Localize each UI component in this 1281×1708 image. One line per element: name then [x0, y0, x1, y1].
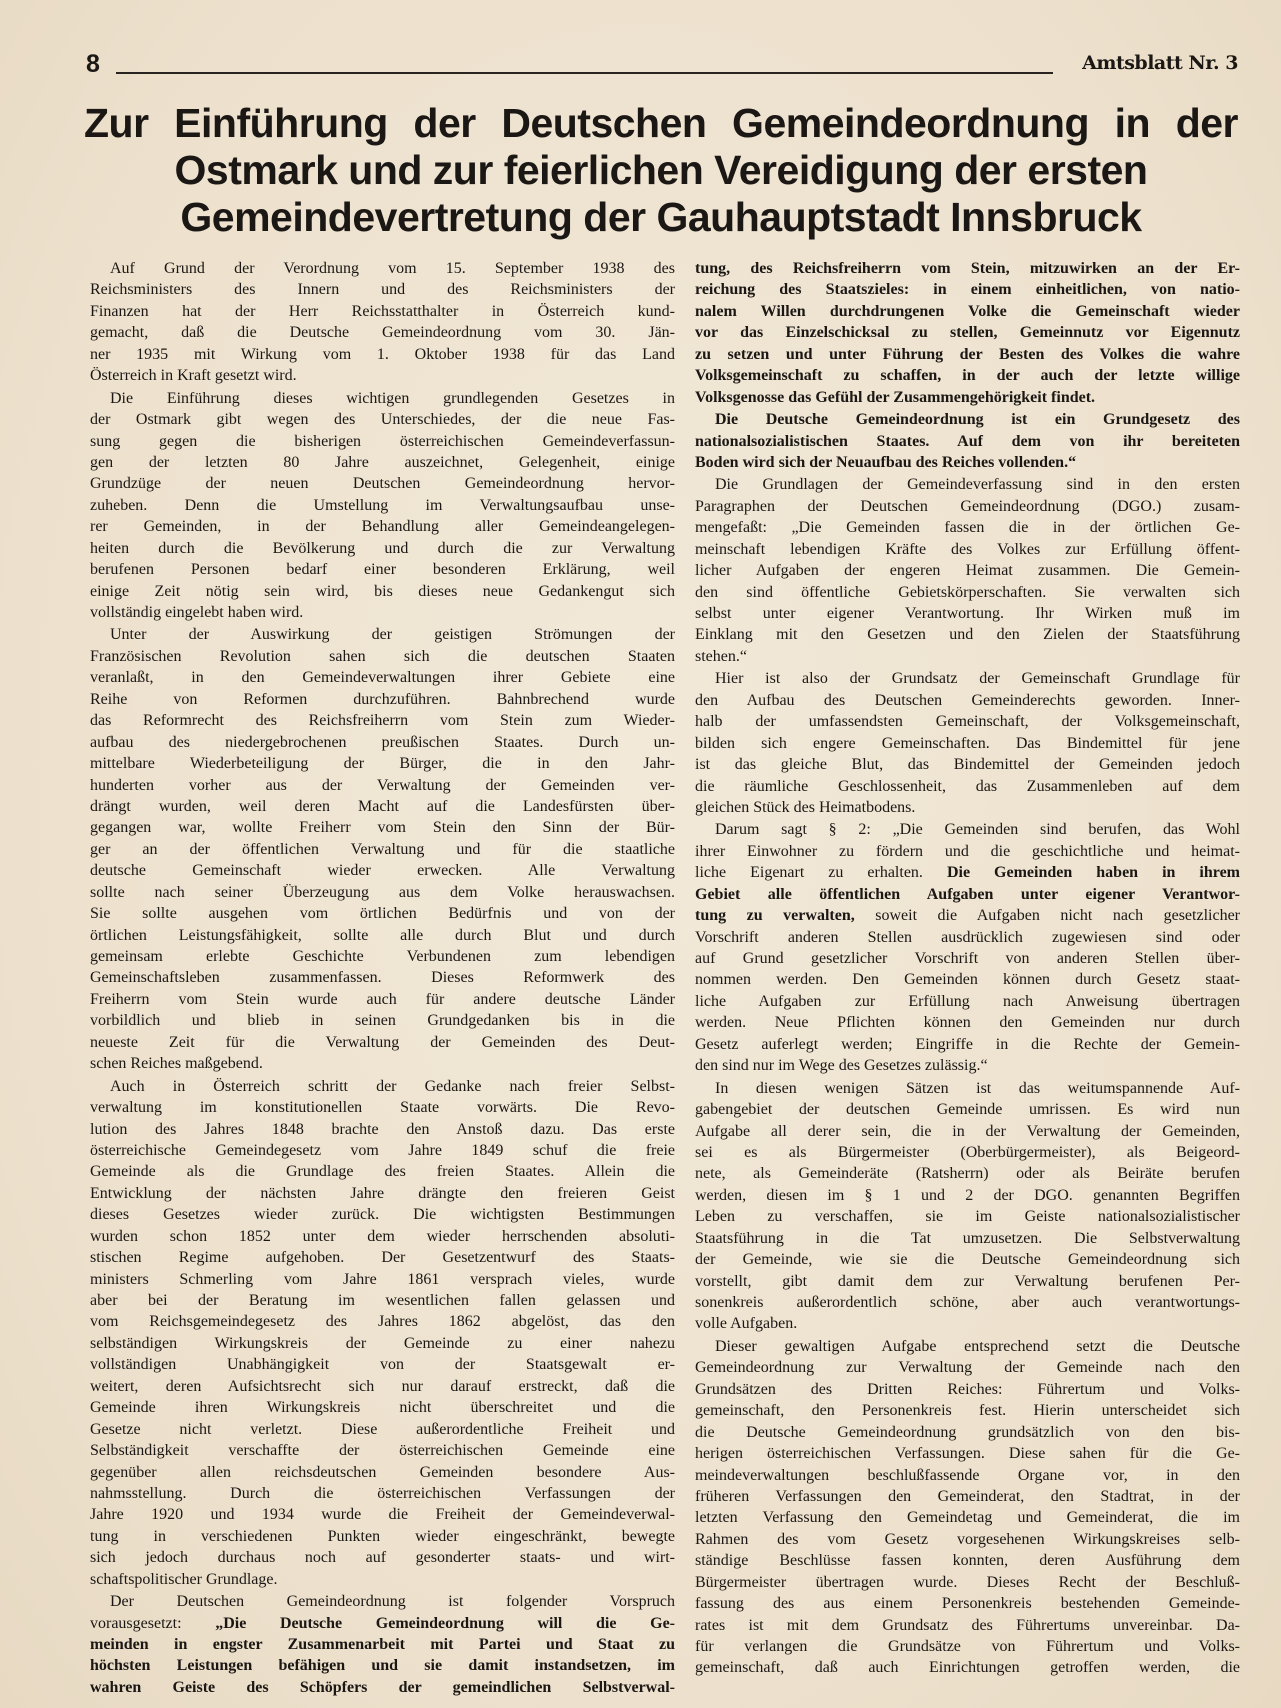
text-line: Selbständigkeit verschaffte der österreichischen Gemeinde eine — [90, 1442, 675, 1460]
text-line: volle Aufgaben. — [695, 1315, 798, 1333]
text-line: Der Deutschen Gemeindeordnung ist folgender Vorspruch — [110, 1593, 675, 1611]
text-line — [695, 322, 1240, 343]
bold-text: tung zu verwalten, — [695, 907, 855, 925]
text-line — [90, 1655, 675, 1676]
text-line: halb der umfassendsten Gemeinschaft, der Volksgemeinschaft, — [695, 713, 1240, 731]
text-line: sich jedoch durchaus noch auf gesonderter staats- und wirt- — [90, 1549, 675, 1567]
text-line: Darum sagt § 2: „Die Gemeinden sind berufen, das Wohl — [715, 821, 1240, 839]
bold-text: Die Deutsche Gemeindeordnung ist ein Grundgesetz des — [715, 411, 1240, 429]
text-line: Aufgabe all derer sein, die in der Verwaltung der Gemeinden, — [695, 1122, 1240, 1140]
text-line: Vorschrift anderen Stellen ausdrücklich zugewiesen sind oder — [695, 928, 1240, 946]
text-line — [90, 1677, 675, 1698]
text-line: meindeverwaltungen beschlußfassende Organe vor, in den — [695, 1466, 1240, 1484]
text-line: wurden schon 1852 unter dem wieder herrschenden absoluti- — [90, 1227, 675, 1245]
text-line: zuheben. Denn die Umstellung im Verwaltungsaufbau unse- — [90, 496, 675, 514]
text-line: Sie sollte ausgehen vom örtlichen Bedürfnis und von der — [90, 905, 675, 923]
text-line: gegangen war, wollte Freiherr vom Stein den Sinn der Bür- — [90, 819, 675, 837]
text-line: werden. Neue Pflichten können den Gemeinden nur durch — [695, 1014, 1240, 1032]
bold-text: meinden in engster Zusammenarbeit mit Partei und Staat zu — [90, 1636, 675, 1653]
text-line: verwaltung im konstitutionellen Staate vorwärts. Die Revo- — [90, 1099, 675, 1117]
text-line: der Gemeinde, wie sie die Deutsche Gemeindeordnung sich — [695, 1251, 1240, 1269]
text-line: gleichen Stück des Heimatbodens. — [695, 798, 916, 816]
text-line: stischen Regime aufgehoben. Der Gesetzentwurf des Staats- — [90, 1249, 675, 1267]
page-number: 8 — [86, 50, 100, 78]
text-line: aufbau des niedergebrochenen preußischen Staates. Durch un- — [90, 733, 675, 751]
bold-text: nalem Willen durchdrungenen Volke die Gemeinschaft wieder — [695, 302, 1240, 320]
text-line: fassung des aus einem Personenkreis bestehenden Gemeinde- — [695, 1595, 1240, 1613]
text-line: Hier ist also der Grundsatz der Gemeinschaft Grundlage für — [715, 670, 1240, 688]
text-line: Dieser gewaltigen Aufgabe entsprechend setzt die Deutsche — [715, 1337, 1240, 1355]
text-line: ner 1935 mit Wirkung vom 1. Oktober 1938 für das Land — [90, 345, 675, 363]
paragraph — [695, 668, 1240, 818]
text-line: Leben zu verschaffen, sie im Geiste nationalsozialistischer — [695, 1208, 1240, 1226]
text-line: österreichische Gemeindegesetz vom Jahre 1849 schuf die freie — [90, 1141, 675, 1159]
text-line — [695, 387, 1240, 408]
text-line: vorstellt, gibt damit dem zur Verwaltung berufenen Per- — [695, 1272, 1240, 1290]
text-line: ministers Schmerling vom Jahre 1861 versprach vieles, wurde — [90, 1270, 675, 1288]
text-line: örtlichen Leistungsfähigkeit, sollte alle durch Blut und durch — [90, 926, 675, 944]
text-segment: liche Eigenart zu erhalten. — [695, 864, 947, 882]
text-line: Österreich in Kraft gesetzt wird. — [90, 367, 297, 385]
text-line: stehen.“ — [695, 647, 747, 665]
text-line: vom Reichsgemeindegesetz des Jahres 1862 abgelöst, das den — [90, 1313, 675, 1331]
text-line: gemeinsam erlebte Geschichte Verbundenen zum lebendigen — [90, 948, 675, 965]
text-line: sei es als Bürgermeister (Oberbürgermeister), als Beigeord- — [695, 1143, 1240, 1161]
text-line: deutsche Gemeinschaft wieder erwecken. Alle Verwaltung — [90, 862, 675, 880]
text-line: Entwicklung der nächsten Jahre drängte den freieren Geist — [90, 1184, 675, 1202]
text-line: Einklang mit den Gesetzen und den Zielen der Staatsführung — [695, 626, 1240, 644]
text-line: Freiherrn vom Stein wurde auch für andere deutsche Länder — [90, 990, 675, 1008]
text-line: licher Aufgaben der engeren Heimat zusammen. Die Gemein- — [695, 562, 1240, 580]
bold-text: höchsten Leistungen befähigen und sie damit instandsetzen, im — [90, 1657, 675, 1675]
left-column — [90, 258, 675, 1699]
text-line: Grundzüge der neuen Deutschen Gemeindeordnung hervor- — [90, 475, 675, 493]
text-line: sollte nach seiner Überzeugung aus dem Volke herauswachsen. — [90, 883, 675, 901]
text-line: In diesen wenigen Sätzen ist das weitumspannende Auf- — [715, 1079, 1240, 1097]
bold-text: Volksgemeinschaft zu schaffen, in der auch der letzte willige — [695, 367, 1240, 385]
text-line: die Deutsche Gemeindeordnung grundsätzlich von den bis- — [695, 1423, 1240, 1441]
text-line: mittelbare Wiederbeteiligung der Bürger, die in den Jahr- — [90, 755, 675, 773]
text-line: gabengebiet der deutschen Gemeinde umrissen. Es wird nun — [695, 1101, 1240, 1119]
text-line — [695, 279, 1240, 300]
text-line — [695, 365, 1240, 386]
text-line: neueste Zeit für die Verwaltung der Gemeinden des Deut- — [90, 1033, 675, 1051]
text-line — [90, 1613, 675, 1634]
text-line: Paragraphen der Deutschen Gemeindeordnung (DGO.) zusam- — [695, 497, 1240, 515]
text-segment: soweit die Aufgaben nicht nach gesetzlicher — [854, 907, 1240, 925]
text-line: Gesetz auferlegt werden; Eingriffe in die Rechte der Gemein- — [695, 1035, 1240, 1053]
bold-text: wahren Geiste des Schöpfers der gemeindlichen Selbstverwal- — [90, 1678, 675, 1696]
paragraph — [90, 258, 675, 387]
title-line: Zur Einführung der Deutschen Gemeindeordnung in der — [84, 100, 1238, 146]
bold-text: zu setzen und unter Führung der Besten des Volkes die wahre — [695, 345, 1240, 363]
paragraph — [90, 1076, 675, 1591]
paragraph — [695, 819, 1240, 1076]
text-line: gen der letzten 80 Jahre auszeichnet, Gelegenheit, einige — [90, 453, 675, 471]
paragraph — [90, 1591, 675, 1698]
right-column — [695, 258, 1240, 1680]
text-line: letzten Verfassung den Gemeindetag und Gemeinderat, die im — [695, 1509, 1240, 1527]
text-line: berufenen Personen bedarf einer besonderen Erklärung, weil — [90, 561, 675, 579]
text-line: rer Gemeinden, in der Behandlung aller Gemeindeangelegen- — [90, 518, 675, 536]
title-line: Ostmark und zur feierlichen Vereidigung der ersten — [174, 147, 1148, 193]
text-line: vollständig eingelebt haben wird. — [90, 604, 304, 621]
bold-text: vor das Einzelschicksal zu stellen, Gemeinnutz vor Eigennutz — [695, 324, 1240, 342]
text-line: gemeinschaft, daß auch Einrichtungen getroffen werden, die — [695, 1659, 1240, 1677]
bold-text: Boden wird sich der Neuaufbau des Reiches vollenden.“ — [695, 453, 1077, 471]
text-line: auf Grund gesetzlicher Vorschrift von anderen Stellen über- — [695, 950, 1240, 967]
text-line: Finanzen hat der Herr Reichsstatthalter in Österreich kund- — [90, 302, 675, 320]
text-line: bilden sich engere Gemeinschaften. Das Bindemittel für jene — [695, 734, 1240, 752]
text-line: gegenüber allen reichsdeutschen Gemeinden besondere Aus- — [90, 1463, 675, 1481]
paragraph — [695, 258, 1240, 408]
text-line: werden, diesen im § 1 und 2 der DGO. genannten Begriffen — [695, 1186, 1240, 1204]
text-line: Reichsministers des Innern und des Reichsministers der — [90, 281, 675, 299]
text-line — [695, 344, 1240, 365]
bold-text: Volksgenosse das Gefühl der Zusammengehörigkeit findet. — [695, 388, 1096, 406]
text-line: Gemeinde ihren Wirkungskreis nicht überschreitet und die — [90, 1399, 675, 1417]
bold-text: Gebiet alle öffentlichen Aufgaben unter eigener Verantwor- — [695, 885, 1240, 903]
text-segment: vorausgesetzt: — [90, 1614, 216, 1632]
text-line — [695, 301, 1240, 322]
paragraph — [90, 624, 675, 1074]
paragraph — [695, 1336, 1240, 1679]
bold-text: tung, des Reichsfreiherrn vom Stein, mitzuwirken an der Er- — [695, 260, 1240, 277]
text-line: Gemeinschaftsleben zusammenfassen. Dieses Reformwerk des — [90, 969, 675, 987]
text-line: nete, als Gemeinderäte (Ratsherrn) oder als Beiräte berufen — [695, 1165, 1240, 1183]
article-title — [84, 100, 1238, 241]
text-line: Rahmen des vom Gesetz vorgesehenen Wirkungskreises selb- — [695, 1530, 1240, 1548]
text-line: gemeinschaft, den Personenkreis fest. Hierin unterscheidet sich — [695, 1402, 1240, 1420]
masthead: Amtsblatt Nr. 3 — [1082, 52, 1238, 74]
text-line: ger an der öffentlichen Verwaltung und für die staatliche — [90, 840, 675, 858]
text-line: schen Reiches maßgebend. — [90, 1055, 263, 1073]
text-line: Auf Grund der Verordnung vom 15. September 1938 des — [110, 260, 675, 277]
text-line: heiten durch die Bevölkerung und durch die zur Verwaltung — [90, 539, 675, 557]
text-line: Gemeinde als die Grundlage des freien Staates. Allein die — [90, 1163, 675, 1181]
text-line: weitert, deren Aufsichtsrecht sich nur darauf erstreckt, daß die — [90, 1377, 675, 1395]
text-line: lution des Jahres 1848 brachte den Anstoß dazu. Das erste — [90, 1120, 675, 1138]
text-line: dieses Gesetzes wieder zurück. Die wichtigsten Bestimmungen — [90, 1206, 675, 1224]
text-line — [695, 884, 1240, 905]
text-line: meinschaft lebendigen Kräfte des Volkes zur Erfüllung öffent- — [695, 540, 1240, 558]
text-line: sung gegen die bisherigen österreichischen Gemeindeverfassun- — [90, 432, 675, 450]
text-line: den sind öffentliche Gebietskörperschaften. Sie verwalten sich — [695, 583, 1240, 601]
text-line: die räumliche Geschlossenheit, das Zusammenleben auf dem — [695, 777, 1240, 795]
header-rule — [116, 72, 1053, 74]
text-line: Gesetze nicht verletzt. Diese außerordentliche Freiheit und — [90, 1420, 675, 1438]
text-line: Grundsätzen des Dritten Reiches: Führertum und Volks- — [695, 1380, 1240, 1398]
text-line: veranlaßt, in den Gemeindeverwaltungen ihrer Gebiete eine — [90, 669, 675, 687]
text-line: selbst unter eigener Verantwortung. Ihr Wirken muß im — [695, 605, 1240, 622]
text-line: herigen österreichischen Verfassungen. Diese sahen für die Ge- — [695, 1445, 1240, 1463]
text-line: Die Grundlagen der Gemeindeverfassung sind in den ersten — [715, 476, 1240, 494]
text-line: mengefaßt: „Die Gemeinden fassen die in der örtlichen Ge- — [695, 519, 1240, 537]
bold-text: „Die Deutsche Gemeindeordnung will die Ge- — [215, 1614, 675, 1632]
text-line: ständige Beschlüsse fassen konnten, deren Ausführung dem — [695, 1552, 1240, 1570]
paragraph — [695, 1078, 1240, 1335]
text-line: der Ostmark gibt wegen des Unterschiedes, der die neue Fas- — [90, 411, 675, 429]
text-line: selbständigen Wirkungskreis der Gemeinde zu einer nahezu — [90, 1334, 675, 1352]
text-line: hunderten vorher aus der Verwaltung der Gemeinden ver- — [90, 776, 675, 794]
text-line: rates ist mit dem Grundsatz des Führertums unvereinbar. Da- — [695, 1616, 1240, 1634]
text-line: ist das gleiche Blut, das Bindemittel der Gemeinden jedoch — [695, 756, 1240, 774]
text-line: das Reformrecht des Reichsfreiherrn vom Stein zum Wieder- — [90, 712, 675, 730]
text-line: Auch in Österreich schritt der Gedanke nach freier Selbst- — [110, 1077, 675, 1095]
text-line — [695, 862, 1240, 883]
text-line — [695, 905, 1240, 926]
text-line: Unter der Auswirkung der geistigen Strömungen der — [110, 626, 675, 644]
text-line: aber bei der Beratung im wesentlichen fallen gelassen und — [90, 1292, 675, 1309]
text-line: drängt wurden, weil deren Macht auf die Landesfürsten über- — [90, 797, 675, 815]
paragraph — [695, 409, 1240, 473]
text-line: nahmsstellung. Durch die österreichischen Verfassungen der — [90, 1484, 675, 1502]
text-line: Französischen Revolution sahen sich die deutschen Staaten — [90, 647, 675, 665]
bold-text: Die Gemeinden haben in ihrem — [946, 864, 1240, 882]
text-line: für verlangen die Grundsätze von Führertum und Volks- — [695, 1638, 1240, 1655]
text-line: Bürgermeister übertragen wurde. Dieses Recht der Beschluß- — [695, 1573, 1240, 1591]
text-line: Jahre 1920 und 1934 wurde die Freiheit der Gemeindeverwal- — [90, 1506, 675, 1524]
paragraph — [695, 474, 1240, 667]
text-line: nommen werden. Den Gemeinden können durch Gesetz staat- — [695, 971, 1240, 989]
page-header — [86, 50, 1238, 78]
title-line: Gemeindevertretung der Gauhauptstadt Innsbruck — [180, 194, 1142, 240]
text-line — [695, 258, 1240, 279]
bold-text: reichung des Staatszieles: in einem einheitlichen, von natio- — [695, 281, 1240, 299]
text-line: tung in verschiedenen Punkten wieder eingeschränkt, bewegte — [90, 1527, 675, 1545]
text-line: vorbildlich und blieb in seinen Grundgedanken bis in die — [90, 1012, 675, 1030]
text-line — [695, 452, 1240, 473]
text-line — [695, 431, 1240, 452]
text-line — [90, 1634, 675, 1655]
text-line: schaftspolitischer Grundlage. — [90, 1570, 278, 1588]
text-line — [695, 409, 1240, 430]
text-line: Staatsführung in die Tat umzusetzen. Die Selbstverwaltung — [695, 1229, 1240, 1247]
text-line: Gemeindeordnung zur Verwaltung der Gemeinde nach den — [695, 1359, 1240, 1377]
text-line: gemacht, daß die Deutsche Gemeindeordnung vom 30. Jän- — [90, 324, 675, 342]
text-line: den Aufbau des Deutschen Gemeinderechts geworden. Inner- — [695, 691, 1240, 709]
text-line: früheren Verfassungen den Gemeinderat, den Stadtrat, in der — [695, 1487, 1240, 1505]
text-line: liche Aufgaben zur Erfüllung nach Anweisung übertragen — [695, 992, 1240, 1010]
bold-text: nationalsozialistischen Staates. Auf dem von ihr bereiteten — [695, 432, 1240, 450]
text-line: den sind nur im Wege des Gesetzes zulässig.“ — [695, 1057, 988, 1075]
paragraph — [90, 388, 675, 624]
text-line: vollständigen Unabhängigkeit von der Staatsgewalt er- — [90, 1356, 675, 1374]
text-line: einige Zeit nötig sein wird, bis dieses neue Gedankengut sich — [90, 582, 675, 600]
text-line: sonenkreis außerordentlich schöne, aber auch verantwortungs- — [695, 1294, 1240, 1311]
text-line: Reihe von Reformen durchzuführen. Bahnbrechend wurde — [90, 690, 675, 708]
text-line: Die Einführung dieses wichtigen grundlegenden Gesetzes in — [110, 389, 675, 407]
text-line: ihrer Einwohner zu fördern und die geschichtliche und heimat- — [695, 842, 1240, 860]
